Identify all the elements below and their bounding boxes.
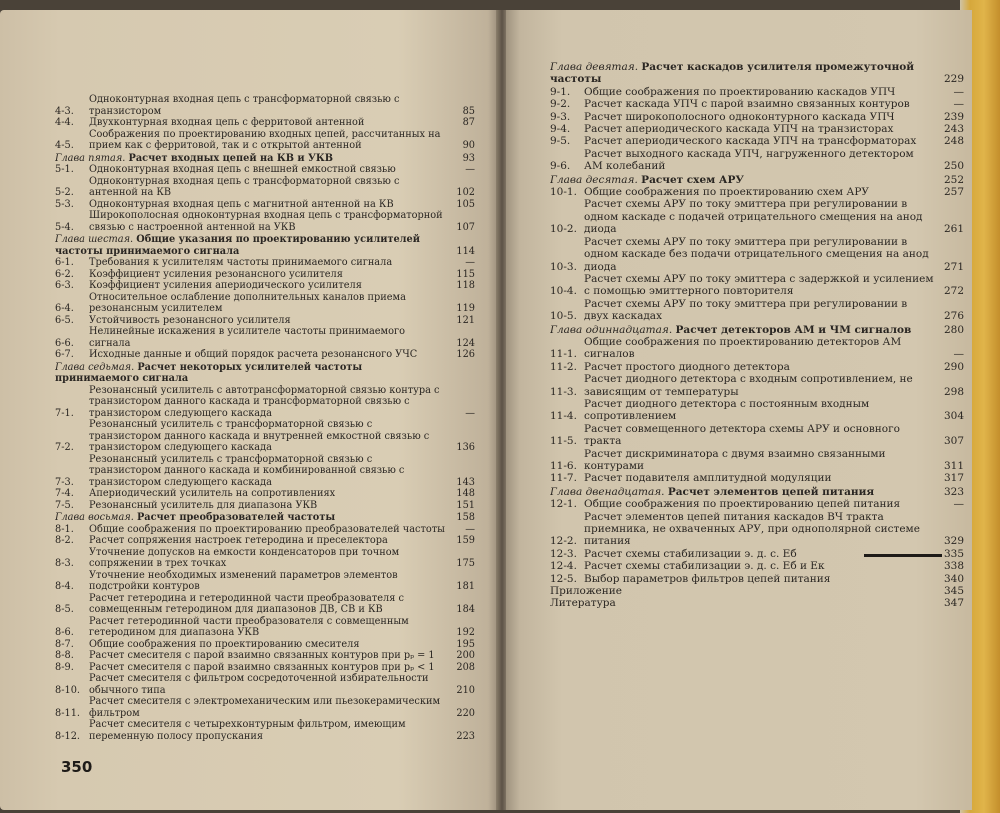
page-ref: 184 [456, 604, 475, 615]
toc-entry [55, 210, 475, 233]
section-number: 8-6. [55, 627, 74, 638]
page-ref: 148 [456, 488, 475, 499]
page-ref: 317 [943, 472, 964, 485]
page-ref: — [953, 85, 964, 98]
section-title: Расчет смесителя с парой взаимно связанных контуров при pₚ = 1 [89, 650, 435, 661]
page-ref: 229 [943, 73, 964, 86]
chapter-label: Глава десятая. [550, 173, 638, 186]
toc-entry [55, 593, 475, 616]
toc-entry [550, 198, 964, 235]
toc-chapter [550, 324, 964, 336]
page-ref: 340 [943, 572, 964, 585]
toc-chapter [550, 174, 964, 186]
section-number: 7-2. [55, 442, 74, 453]
section-title: Расчет схемы стабилизации э. д. с. Eб и Eк [584, 560, 825, 573]
toc-entry [550, 585, 964, 597]
toc-entry [550, 361, 964, 373]
toc-entry [550, 373, 964, 398]
section-title: Коэффициент усиления резонансного усилителя [89, 268, 343, 280]
section-title: Резонансный усилитель с трансформаторной связью с транзистором данного каскада и внутренней емкостной связью с транзистором следующего каскада [89, 419, 430, 453]
section-number: 9-3. [550, 110, 571, 123]
section-number: 9-2. [550, 98, 571, 111]
toc-entry [55, 129, 475, 152]
toc-entry [550, 498, 964, 510]
section-title: Расчет элементов цепей питания каскадов ВЧ тракта приемника, не охваченных АРУ, при однополярной системе питания [584, 510, 920, 548]
section-title: Расчет схемы АРУ по току эмиттера при регулировании в двух каскадах [584, 297, 908, 323]
toc-entry [55, 488, 475, 500]
chapter-title: Расчет преобразователей частоты [136, 512, 336, 523]
section-number: 5-2. [55, 187, 74, 198]
page-ref: 271 [943, 260, 964, 273]
section-title: Расчет подавителя амплитудной модуляции [584, 472, 832, 485]
section-number: 10-4. [550, 285, 577, 298]
section-title: Расчет диодного детектора с постоянным входным сопротивлением [584, 397, 870, 423]
page-ref: 335 [943, 547, 964, 560]
page-ref: 121 [456, 314, 475, 326]
toc-chapter [55, 362, 475, 385]
toc-entry [55, 650, 475, 662]
page-ref: — [953, 348, 964, 361]
section-title: Расчет диодного детектора с входным сопротивлением, не зависящим от температуры [584, 373, 913, 398]
page-ref: 250 [943, 160, 964, 173]
section-title: Расчет смесителя с парой взаимно связанных контуров при pₚ < 1 [89, 661, 435, 673]
toc-chapter [55, 153, 475, 165]
page-ref: 210 [456, 684, 475, 696]
section-title: Расчет совмещенного детектора схемы АРУ и основного тракта [584, 422, 900, 448]
section-title: Расчет выходного каскада УПЧ, нагруженного детектором АМ колебаний [584, 147, 914, 173]
section-title: Общие соображения по проектированию каскадов УПЧ [584, 85, 896, 98]
toc-entry [550, 236, 964, 273]
section-title: Расчет широкополосного одноконтурного каскада УПЧ [584, 110, 895, 123]
section-number: 6-7. [55, 349, 74, 360]
page-ref: 347 [943, 597, 964, 610]
toc-entry [55, 570, 475, 593]
toc-entry [55, 524, 475, 536]
page-ref: — [465, 523, 475, 535]
section-number: 9-6. [550, 160, 571, 173]
page-ref: 87 [462, 117, 475, 128]
section-title: Расчет схемы АРУ по току эмиттера при регулировании в одном каскаде с подачей отрицательного смещения на анод диода [584, 198, 923, 236]
page-ref: — [953, 498, 964, 511]
section-title: Расчет апериодического каскада УПЧ на трансформаторах [584, 135, 917, 148]
toc-entry [55, 639, 475, 651]
chapter-title: Расчет детекторов АМ и ЧМ сигналов [675, 323, 912, 336]
chapter-title: Расчет элементов цепей питания [667, 485, 875, 498]
section-number: 11-4. [550, 410, 577, 423]
section-number: 6-6. [55, 337, 74, 349]
section-title: Резонансный усилитель для диапазона УКВ [89, 499, 318, 511]
section-number: 6-5. [55, 314, 74, 326]
page-ref: — [465, 164, 475, 175]
section-title: Резонансный усилитель с автотрансформаторной связью контура с транзистором данного каскада и трансформаторной связью с транзистором следующего каскада [89, 384, 440, 419]
section-number: 10-2. [550, 223, 577, 236]
section-number: 11-2. [550, 360, 577, 373]
page-ref: 208 [456, 661, 475, 673]
section-title: Расчет апериодического каскада УПЧ на транзисторах [584, 123, 894, 136]
section-number: 9-5. [550, 135, 571, 148]
toc-entry [55, 117, 475, 129]
page-ref: 272 [943, 285, 964, 298]
section-title: Общие соображения по проектированию преобразователей частоты [89, 523, 445, 535]
toc-entry [55, 315, 475, 327]
page-ref: 107 [456, 221, 475, 233]
page-ref: 304 [943, 410, 964, 423]
page-ref: 298 [943, 385, 964, 398]
page-ref: 124 [456, 337, 475, 349]
section-title: Общие соображения по проектированию цепей питания [584, 498, 901, 511]
chapter-label: Глава шестая. [55, 234, 134, 245]
section-number: 8-8. [55, 650, 74, 661]
toc-entry [550, 273, 964, 298]
page-ref: 195 [456, 638, 475, 650]
page-ref: 90 [462, 140, 475, 151]
page-ref: 257 [943, 186, 964, 199]
section-title: Резонансный усилитель с трансформаторной связью с транзистором данного каскада и комбинированной связью с транзистором следующего каскада [89, 453, 405, 488]
section-number: 11-5. [550, 435, 577, 448]
toc-chapter [55, 512, 475, 524]
toc-entry [550, 423, 964, 448]
right-page [506, 10, 972, 810]
page-ref: 192 [456, 627, 475, 638]
toc-entry [550, 298, 964, 323]
toc-entry [550, 148, 964, 173]
section-number: 7-1. [55, 407, 74, 419]
page-ref: 159 [456, 535, 475, 546]
chapter-label: Глава одиннадцатая. [550, 323, 673, 336]
section-title: Расчет смесителя с четырехконтурным фильтром, имеющим переменную полосу пропускания [89, 719, 406, 742]
page-ref: 105 [456, 198, 475, 210]
toc-entry [550, 336, 964, 361]
chapter-label: Глава пятая. [55, 152, 126, 164]
page-ref: 200 [456, 650, 475, 661]
chapter-title: Расчет схем АРУ [641, 173, 744, 186]
page-ref: 181 [456, 581, 475, 592]
chapter-label: Глава двенадцатая. [550, 485, 665, 498]
chapter-title: Расчет некоторых усилителей частоты принимаемого сигнала [55, 361, 363, 384]
section-number: 6-4. [55, 303, 74, 314]
page-ref: 261 [943, 223, 964, 236]
page-number: 350 [61, 758, 93, 776]
section-number: 5-1. [55, 164, 74, 175]
toc-entry [55, 349, 475, 361]
page-ref: 85 [462, 105, 475, 117]
section-number: 11-6. [550, 460, 577, 472]
toc-entry [550, 573, 964, 585]
section-title: Соображения по проектированию входных цепей, рассчитанных на прием как с ферритовой, так и с открытой антенной [89, 128, 441, 151]
toc-entry [550, 597, 964, 609]
toc-entry [55, 673, 475, 696]
page-ref: 248 [943, 135, 964, 148]
toc-chapter [55, 234, 475, 257]
toc-entry [55, 94, 475, 117]
page-ref: 118 [456, 280, 475, 291]
section-title: Уточнение необходимых изменений параметров элементов подстройки контуров [89, 569, 398, 592]
section-number: 6-1. [55, 257, 74, 268]
toc-entry [550, 511, 964, 548]
section-title: Литература [550, 597, 616, 610]
section-number: 7-4. [55, 488, 74, 499]
section-title: Расчет сопряжения настроек гетеродина и преселектора [89, 535, 388, 546]
section-number: 12-2. [550, 535, 577, 548]
toc-entry [550, 111, 964, 123]
toc-entry [55, 419, 475, 454]
section-number: 12-5. [550, 572, 577, 585]
section-number: 12-1. [550, 498, 577, 511]
page-ref: 151 [456, 499, 475, 511]
section-title: Расчет простого диодного детектора [584, 360, 790, 373]
toc-entry [550, 98, 964, 110]
page-ref: 220 [456, 707, 475, 719]
toc-entry [55, 535, 475, 547]
section-number: 4-3. [55, 105, 74, 117]
section-title: Расчет каскада УПЧ с парой взаимно связанных контуров [584, 98, 910, 111]
section-number: 8-3. [55, 558, 74, 569]
toc-entry [55, 385, 475, 420]
toc-entry [55, 454, 475, 489]
section-number: 9-1. [550, 85, 571, 98]
page-ref: — [465, 257, 475, 268]
toc-chapter [550, 61, 964, 86]
toc-entry [55, 292, 475, 315]
page-ref: 243 [943, 123, 964, 136]
page-ref: 280 [943, 323, 964, 336]
section-title: Расчет смесителя с электромеханическим или пьезокерамическим фильтром [89, 696, 441, 719]
chapter-label: Глава девятая. [550, 61, 639, 73]
section-title: Одноконтурная входная цепь с трансформаторной связью с транзистором [89, 94, 400, 117]
toc-entry [550, 86, 964, 98]
page-ref: 338 [943, 560, 964, 573]
page-ref: 126 [456, 349, 475, 360]
section-number: 5-3. [55, 198, 74, 210]
toc-entry [55, 269, 475, 281]
section-title: Общие соображения по проектированию схем АРУ [584, 186, 869, 199]
toc-entry [550, 472, 964, 484]
section-title: Расчет схемы АРУ по току эмиттера при регулировании в одном каскаде без подачи отрицательного смещения на анод диода [584, 235, 929, 273]
page-ref: 311 [943, 460, 964, 472]
section-title: Общие соображения по проектированию детекторов АМ сигналов [584, 335, 902, 361]
section-number: 10-1. [550, 186, 577, 199]
section-title: Двухконтурная входная цепь с ферритовой антенной [89, 117, 365, 128]
section-number: 10-5. [550, 310, 577, 323]
page-ref: 223 [456, 730, 475, 742]
section-title: Широкополосная одноконтурная входная цепь с трансформаторной связью с настроенной антенной на УКВ [89, 210, 443, 233]
section-title: Одноконтурная входная цепь с трансформаторной связью с антенной на КВ [89, 175, 400, 198]
toc-entry [55, 280, 475, 292]
page-ref: 345 [943, 585, 964, 598]
section-number: 6-2. [55, 268, 74, 280]
section-number: 8-1. [55, 523, 74, 535]
page-ref: — [953, 98, 964, 111]
section-number: 8-4. [55, 581, 74, 592]
left-page [0, 10, 498, 810]
section-title: Расчет схемы стабилизации э. д. с. Eб [584, 547, 797, 560]
section-number: 7-3. [55, 476, 74, 488]
page-ref: — [465, 407, 475, 419]
section-title: Требования к усилителям частоты принимаемого сигнала [89, 257, 393, 268]
page-ref: 175 [456, 558, 475, 569]
chapter-title: Расчет входных цепей на КВ и УКВ [128, 152, 333, 164]
section-number: 4-5. [55, 140, 74, 151]
page-ref: 114 [456, 245, 475, 257]
toc-entry [55, 176, 475, 199]
toc-chapter [550, 486, 964, 498]
toc-entry [55, 257, 475, 269]
section-number: 11-7. [550, 472, 577, 485]
page-ref: 323 [943, 485, 964, 498]
section-title: Расчет дискриминатора с двумя взаимно связанными контурами [584, 447, 886, 472]
section-number: 7-5. [55, 499, 74, 511]
toc-entry [550, 560, 964, 572]
page-ref: 276 [943, 310, 964, 323]
page-ref: 239 [943, 110, 964, 123]
page-ref: 158 [456, 512, 475, 523]
toc-entry [55, 696, 475, 719]
section-number: 10-3. [550, 260, 577, 273]
section-title: Одноконтурная входная цепь с внешней емкостной связью [89, 164, 396, 175]
toc-entry [550, 123, 964, 135]
toc-entry [55, 164, 475, 176]
section-title: Уточнение допусков на емкости конденсаторов при точном сопряжении в трех точках [89, 546, 400, 569]
section-title: Относительное ослабление дополнительных каналов приема резонансным усилителем [89, 291, 406, 314]
section-title: Общие соображения по проектированию смесителя [89, 638, 360, 650]
section-title: Выбор параметров фильтров цепей питания [584, 572, 831, 585]
section-title: Устойчивость резонансного усилителя [89, 314, 291, 326]
toc-entry [55, 662, 475, 674]
page-ref: 115 [456, 268, 475, 280]
page-ref: 307 [943, 435, 964, 448]
chapter-title: Общие указания по проектированию усилителей частоты принимаемого сигнала [55, 234, 420, 257]
toc-entry [55, 719, 475, 742]
section-number: 11-1. [550, 348, 577, 361]
section-title: Расчет гетеродинной части преобразователя с совмещенным гетеродином для диапазона УКВ [89, 615, 409, 638]
section-number: 12-4. [550, 560, 577, 573]
toc-entry [55, 616, 475, 639]
section-number: 8-12. [55, 730, 81, 742]
section-title: Расчет смесителя с фильтром сосредоточенной избирательности обычного типа [89, 673, 429, 696]
section-number: 8-10. [55, 684, 81, 696]
section-number: 9-4. [550, 123, 571, 136]
section-title: Одноконтурная входная цепь с магнитной антенной на КВ [89, 198, 394, 210]
toc-entry [550, 398, 964, 423]
page-ref: 136 [456, 442, 475, 453]
left-table-of-contents [55, 94, 475, 742]
toc-entry [550, 135, 964, 147]
toc-entry [55, 326, 475, 349]
toc-entry [550, 186, 964, 198]
page-ref: 93 [462, 152, 475, 164]
page-ref: 143 [456, 476, 475, 488]
section-title: Приложение [550, 585, 622, 598]
toc-entry [550, 448, 964, 473]
end-rule [864, 554, 942, 557]
toc-entry [55, 199, 475, 211]
section-number: 5-4. [55, 221, 74, 233]
chapter-title: Расчет каскадов усилителя промежуточной частоты [550, 61, 915, 86]
section-title: Исходные данные и общий порядок расчета резонансного УЧС [89, 349, 418, 360]
section-number: 12-3. [550, 547, 577, 560]
page-ref: 102 [456, 187, 475, 198]
section-title: Нелинейные искажения в усилителе частоты принимаемого сигнала [89, 326, 405, 349]
chapter-label: Глава восьмая. [55, 512, 134, 523]
section-number: 4-4. [55, 117, 74, 128]
page-ref: 252 [943, 173, 964, 186]
section-title: Коэффициент усиления апериодического усилителя [89, 280, 362, 291]
section-title: Апериодический усилитель на сопротивлениях [89, 488, 336, 499]
section-number: 8-9. [55, 661, 74, 673]
section-number: 8-11. [55, 707, 81, 719]
section-number: 8-7. [55, 638, 74, 650]
page-ref: 290 [943, 360, 964, 373]
section-title: Расчет гетеродина и гетеродинной части преобразователя с совмещенным гетеродином для диапазонов ДВ, СВ и КВ [89, 592, 404, 615]
section-number: 6-3. [55, 280, 74, 291]
chapter-label: Глава седьмая. [55, 361, 135, 373]
toc-entry [55, 547, 475, 570]
section-number: 8-2. [55, 535, 74, 546]
page-ref: 119 [456, 303, 475, 314]
section-title: Расчет схемы АРУ по току эмиттера с задержкой и усилением с помощью эмиттерного повторителя [584, 272, 934, 298]
toc-entry [55, 500, 475, 512]
right-table-of-contents [550, 60, 964, 610]
page-ref: 329 [943, 535, 964, 548]
section-number: 8-5. [55, 604, 74, 615]
section-number: 11-3. [550, 385, 577, 398]
